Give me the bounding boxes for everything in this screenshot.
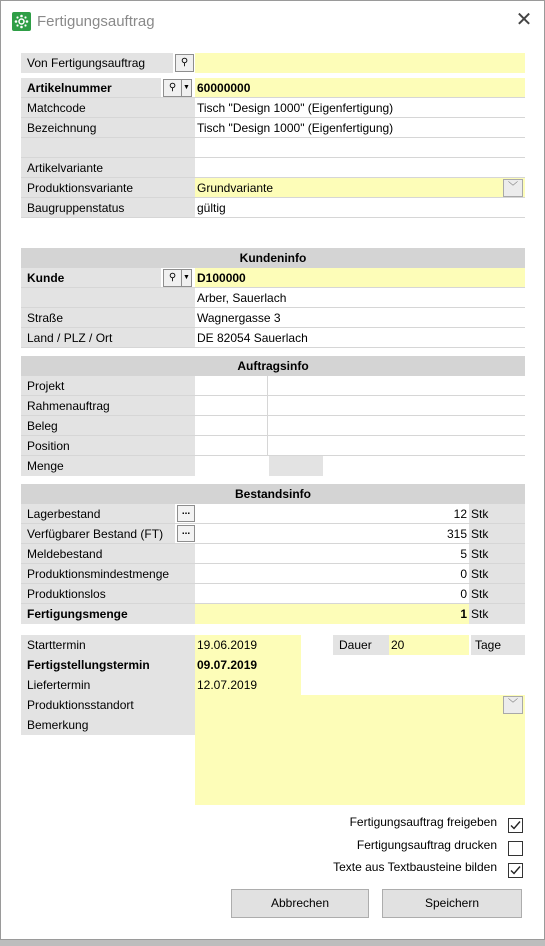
auftragsinfo-value-input[interactable]: [195, 456, 267, 476]
auftragsinfo-detail-cell: [269, 456, 323, 476]
land-plz-ort-label: Land / PLZ / Ort: [21, 328, 195, 348]
chevron-down-icon[interactable]: ﹀: [503, 179, 523, 197]
drucken-checkbox[interactable]: [508, 841, 523, 856]
matchcode-value: Tisch "Design 1000" (Eigenfertigung): [195, 98, 525, 118]
close-icon[interactable]: ✕: [515, 9, 533, 31]
auftragsinfo-label: Projekt: [21, 376, 195, 396]
auftragsinfo-label: Rahmenauftrag: [21, 396, 195, 416]
bestandsinfo-label: Produktionsmindestmenge: [21, 564, 195, 584]
bemerkung-label: Bemerkung: [21, 715, 195, 735]
bestandsinfo-value: 0: [195, 584, 469, 604]
produktionsvariante-select[interactable]: Grundvariante: [195, 178, 525, 198]
window-title: Fertigungsauftrag: [37, 13, 155, 30]
kunde-name-label: [21, 288, 195, 308]
auftragsinfo-value-input[interactable]: [195, 376, 267, 396]
checkmark-icon: [510, 865, 521, 876]
kunde-input[interactable]: D100000: [195, 268, 525, 288]
ellipsis-icon[interactable]: ...: [177, 525, 195, 542]
bestandsinfo-unit: Stk: [469, 524, 525, 544]
liefertermin-label: Liefertermin: [21, 675, 195, 695]
bestandsinfo-value: 0: [195, 564, 469, 584]
dauer-unit: Tage: [471, 635, 525, 655]
magnifier-icon: ⚲: [168, 272, 177, 283]
bezeichnung-value: Tisch "Design 1000" (Eigenfertigung): [195, 118, 525, 138]
produktionsstandort-label: Produktionsstandort: [21, 695, 195, 715]
kundeninfo-heading: Kundeninfo: [21, 248, 525, 268]
land-plz-ort-value: DE 82054 Sauerlach: [195, 328, 525, 348]
bestandsinfo-unit: Stk: [469, 564, 525, 584]
background-strip: [0, 940, 545, 946]
auftragsinfo-value-input[interactable]: [195, 396, 267, 416]
divider: [267, 376, 268, 456]
baugruppenstatus-label: Baugruppenstatus: [21, 198, 195, 218]
bestandsinfo-heading: Bestandsinfo: [21, 484, 525, 504]
cancel-button[interactable]: Abbrechen: [231, 889, 369, 918]
magnifier-icon: ⚲: [180, 57, 189, 68]
title-bar: [1, 1, 544, 41]
magnifier-icon: ⚲: [168, 82, 177, 93]
bestandsinfo-unit: Stk: [469, 604, 525, 624]
produktionsstandort-select[interactable]: [195, 695, 525, 715]
divider: [21, 347, 525, 348]
texte-label: Texte aus Textbausteine bilden: [333, 860, 497, 874]
save-button[interactable]: Speichern: [382, 889, 522, 918]
starttermin-label: Starttermin: [21, 635, 195, 655]
bestandsinfo-value: 12: [195, 504, 469, 524]
von-fertigungsauftrag-label: Von Fertigungsauftrag: [21, 53, 173, 73]
auftragsinfo-heading: Auftragsinfo: [21, 356, 525, 376]
auftragsinfo-detail-cell: [268, 376, 525, 396]
divider: [21, 217, 525, 218]
bestandsinfo-label: Verfügbarer Bestand (FT): [21, 524, 175, 544]
artikelnummer-search-button[interactable]: [163, 79, 182, 97]
kunde-name-value: Arber, Sauerlach: [195, 288, 525, 308]
freigeben-label: Fertigungsauftrag freigeben: [349, 815, 497, 829]
bestandsinfo-label: Meldebestand: [21, 544, 195, 564]
bestandsinfo-unit: Stk: [469, 504, 525, 524]
von-fertigungsauftrag-input[interactable]: [195, 53, 525, 73]
kunde-search-button[interactable]: [163, 269, 182, 287]
strasse-value: Wagnergasse 3: [195, 308, 525, 328]
kunde-label: Kunde: [21, 268, 161, 288]
bestandsinfo-value: 315: [195, 524, 469, 544]
von-search-button[interactable]: [175, 54, 194, 72]
auftragsinfo-label: Menge: [21, 456, 195, 476]
bestandsinfo-value: 5: [195, 544, 469, 564]
artikelnummer-label: Artikelnummer: [21, 78, 161, 98]
matchcode-label: Matchcode: [21, 98, 195, 118]
bestandsinfo-unit: Stk: [469, 584, 525, 604]
artikelvariante-value: [195, 158, 525, 178]
dauer-label: Dauer: [333, 635, 389, 655]
starttermin-input[interactable]: 19.06.2019: [195, 635, 301, 655]
auftragsinfo-detail-cell: [268, 416, 525, 436]
strasse-label: Straße: [21, 308, 195, 328]
ellipsis-icon[interactable]: ...: [177, 505, 195, 522]
baugruppenstatus-value: gültig: [195, 198, 525, 218]
bezeichnung-label: Bezeichnung: [21, 118, 195, 138]
fertigstellungstermin-input[interactable]: 09.07.2019: [195, 655, 301, 675]
produktionsvariante-label: Produktionsvariante: [21, 178, 195, 198]
app-logo-icon: [12, 12, 31, 31]
chevron-down-icon[interactable]: ▼: [182, 79, 192, 97]
freigeben-checkbox[interactable]: [508, 818, 523, 833]
auftragsinfo-value-input[interactable]: [195, 416, 267, 436]
bemerkung-textarea[interactable]: [195, 715, 525, 805]
bestandsinfo-label: Fertigungsmenge: [21, 604, 195, 624]
auftragsinfo-label: Beleg: [21, 416, 195, 436]
bestandsinfo-label: Lagerbestand: [21, 504, 175, 524]
artikelvariante-label: Artikelvariante: [21, 158, 195, 178]
liefertermin-input[interactable]: 12.07.2019: [195, 675, 301, 695]
checkmark-icon: [510, 820, 521, 831]
fertigungsmenge-input[interactable]: 1: [195, 604, 469, 624]
auftragsinfo-detail-cell: [268, 396, 525, 416]
auftragsinfo-value-input[interactable]: [195, 436, 267, 456]
auftragsinfo-label: Position: [21, 436, 195, 456]
bestandsinfo-label: Produktionslos: [21, 584, 195, 604]
bezeichnung-line2: [21, 138, 195, 158]
artikelnummer-input[interactable]: 60000000: [195, 78, 525, 98]
fertigstellungstermin-label: Fertigstellungstermin: [21, 655, 195, 675]
drucken-label: Fertigungsauftrag drucken: [356, 838, 497, 852]
bestandsinfo-unit: Stk: [469, 544, 525, 564]
auftragsinfo-detail-cell: [268, 436, 525, 456]
chevron-down-icon[interactable]: ▼: [182, 269, 192, 287]
texte-checkbox[interactable]: [508, 863, 523, 878]
chevron-down-icon[interactable]: ﹀: [503, 696, 523, 714]
dauer-input[interactable]: 20: [389, 635, 469, 655]
